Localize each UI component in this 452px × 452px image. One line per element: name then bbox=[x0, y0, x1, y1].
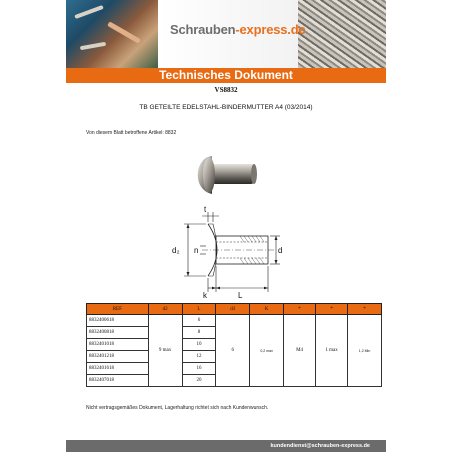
affected-articles: Von diesem Blatt betroffene Artikel: 8832 bbox=[86, 130, 177, 136]
length-cell: 6 bbox=[182, 315, 216, 327]
label-d: d bbox=[278, 246, 283, 255]
table-header-row bbox=[87, 304, 382, 315]
footnote: Nicht vertragsgemäßes Dokument, Lagerhaltung richtet sich nach Kundenwunsch. bbox=[86, 405, 269, 411]
header-d3: d3 bbox=[216, 304, 250, 315]
ref-cell: 8832407018 bbox=[87, 375, 149, 387]
document-title: Technisches Dokument bbox=[159, 68, 293, 82]
product-figure bbox=[66, 150, 386, 300]
ref-cell: 8832401618 bbox=[87, 363, 149, 375]
document-number: VS8832 bbox=[214, 86, 238, 94]
header-l: L bbox=[182, 304, 216, 315]
ref-cell: 8832401018 bbox=[87, 339, 149, 351]
nut-photo bbox=[198, 156, 257, 194]
ref-cell: 8832400818 bbox=[87, 327, 149, 339]
header-ref: REF bbox=[87, 304, 149, 315]
col8-cell: 1,2 Min bbox=[348, 315, 382, 387]
header-col6: * bbox=[284, 304, 316, 315]
product-title: TB GETEILTE EDELSTAHL-BINDERMUTTER A4 (03/2014) bbox=[139, 104, 313, 111]
screws-photo bbox=[298, 0, 386, 68]
length-cell: 20 bbox=[182, 375, 216, 387]
spec-table bbox=[86, 303, 382, 387]
length-cell: 8 bbox=[182, 327, 216, 339]
tools-photo bbox=[66, 0, 158, 68]
contact-email[interactable]: kundendienst@schrauben-express.de bbox=[270, 443, 370, 449]
col6-cell: M4 bbox=[284, 315, 316, 387]
label-k: k bbox=[203, 291, 207, 300]
length-cell: 10 bbox=[182, 339, 216, 351]
label-n: n bbox=[194, 246, 199, 255]
document-page bbox=[66, 0, 386, 452]
col7-cell: 1 max bbox=[316, 315, 348, 387]
header-col8: * bbox=[348, 304, 382, 315]
length-cell: 12 bbox=[182, 351, 216, 363]
header-k: K bbox=[250, 304, 284, 315]
label-d2: d₂ bbox=[172, 246, 180, 255]
header-col7: * bbox=[316, 304, 348, 315]
ref-cell: 8832400618 bbox=[87, 315, 149, 327]
ref-cell: 8832401218 bbox=[87, 351, 149, 363]
product-drawing bbox=[66, 150, 386, 300]
table-row bbox=[87, 315, 382, 327]
d3-cell: 6 bbox=[216, 315, 250, 387]
label-L: L bbox=[238, 291, 243, 300]
header-d2: d2 bbox=[148, 304, 182, 315]
k-cell: 0,2 max bbox=[250, 315, 284, 387]
length-cell: 16 bbox=[182, 363, 216, 375]
d2-cell: 9 max bbox=[148, 315, 182, 387]
label-t: t bbox=[204, 205, 207, 214]
company-logo: Schrauben-express.de bbox=[170, 22, 306, 37]
